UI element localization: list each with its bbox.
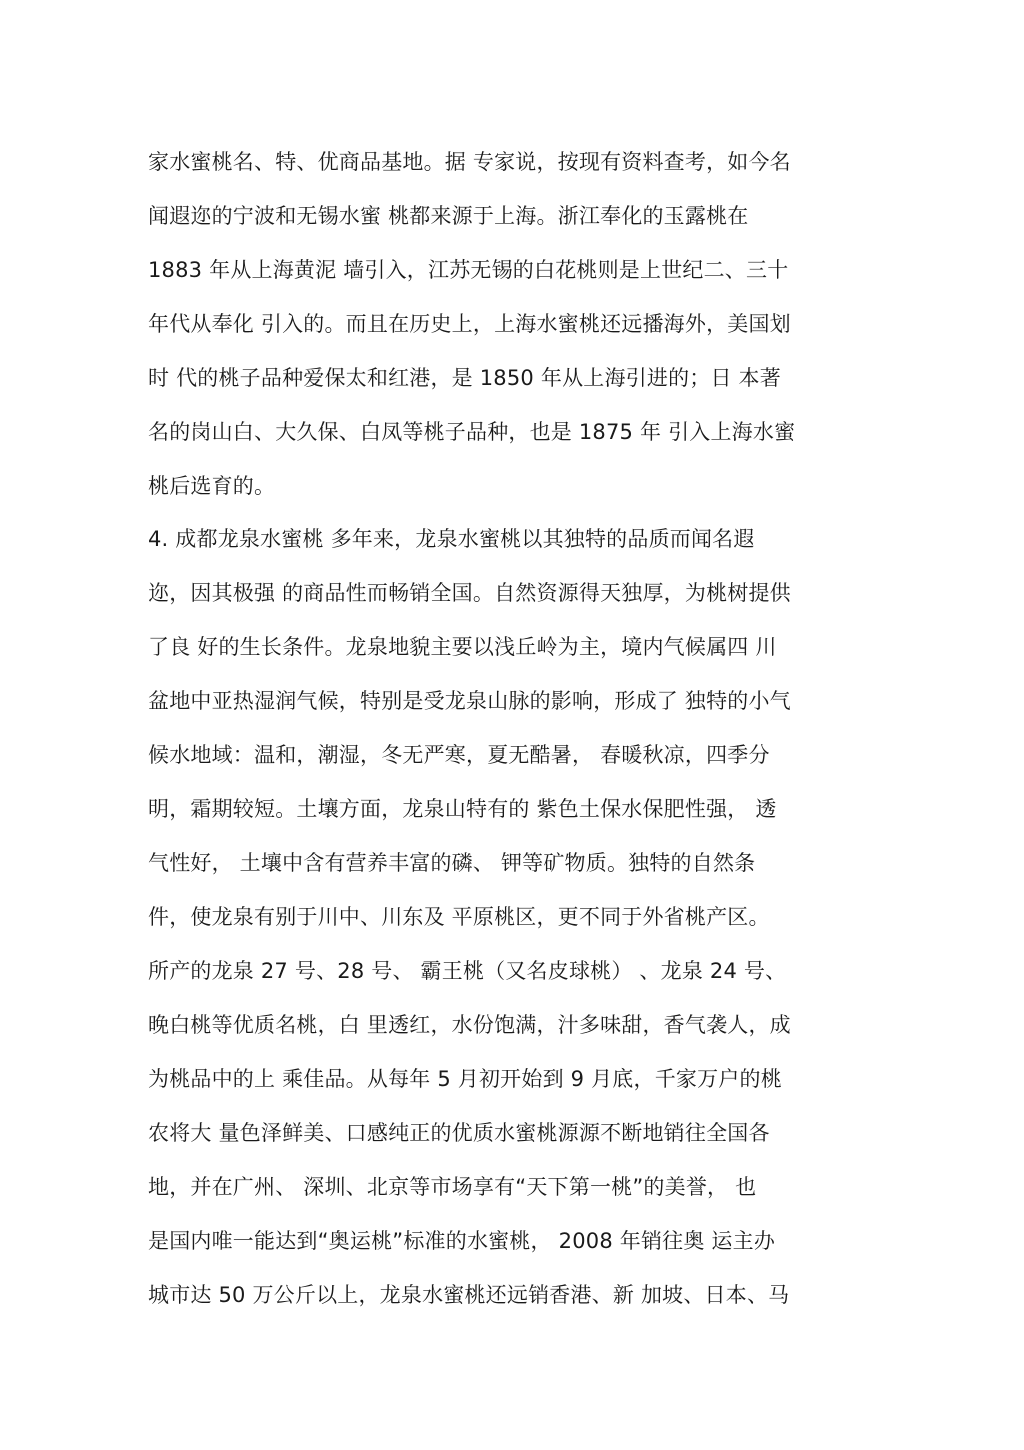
text-line: 1883 年从上海黄泥 墙引入，江苏无锡的白花桃则是上世纪二、三十 (148, 258, 789, 282)
text-line: 件，使龙泉有别于川中、川东及 平原桃区，更不同于外省桃产区。 (148, 905, 770, 929)
section-heading-line: 4. 成都龙泉水蜜桃 多年来，龙泉水蜜桃以其独特的品质而闻名遐 (148, 527, 755, 551)
text-line: 为桃品中的上 乘佳品。从每年 5 月初开始到 9 月底，千家万户的桃 (148, 1067, 782, 1091)
text-line: 时 代的桃子品种爱保太和红港，是 1850 年从上海引进的；日 本著 (148, 366, 781, 390)
text-line: 迩，因其极强 的商品性而畅销全国。自然资源得天独厚，为桃树提供 (148, 581, 791, 605)
text-line: 家水蜜桃名、特、优商品基地。据 专家说，按现有资料查考，如今名 (148, 150, 791, 174)
text-line: 地，并在广州、 深圳、北京等市场享有“天下第一桃”的美誉， 也 (148, 1175, 757, 1199)
text-line: 城市达 50 万公斤以上，龙泉水蜜桃还远销香港、新 加坡、日本、马 (148, 1283, 790, 1307)
text-line: 名的岗山白、大久保、白凤等桃子品种，也是 1875 年 引入上海水蜜 (148, 420, 796, 444)
text-line: 气性好， 土壤中含有营养丰富的磷、 钾等矿物质。独特的自然条 (148, 851, 756, 875)
text-line: 年代从奉化 引入的。而且在历史上，上海水蜜桃还远播海外，美国划 (148, 312, 791, 336)
text-line: 桃后选育的。 (148, 474, 276, 498)
text-line: 闻遐迩的宁波和无锡水蜜 桃都来源于上海。浙江奉化的玉露桃在 (148, 204, 749, 228)
text-line: 农将大 量色泽鲜美、口感纯正的优质水蜜桃源源不断地销往全国各 (148, 1121, 770, 1145)
text-line: 所产的龙泉 27 号、28 号、 霸王桃（又名皮球桃） 、龙泉 24 号、 (148, 959, 787, 983)
text-line: 明，霜期较短。土壤方面，龙泉山特有的 紫色土保水保肥性强， 透 (148, 797, 777, 821)
text-line: 盆地中亚热湿润气候，特别是受龙泉山脉的影响，形成了 独特的小气 (148, 689, 791, 713)
text-line: 是国内唯一能达到“奥运桃”标准的水蜜桃， 2008 年销往奥 运主办 (148, 1229, 776, 1253)
text-line: 候水地域：温和，潮湿，冬无严寒，夏无酷暑， 春暖秋凉，四季分 (148, 743, 770, 767)
text-line: 了良 好的生长条件。龙泉地貌主要以浅丘岭为主，境内气候属四 川 (148, 635, 777, 659)
text-line: 晚白桃等优质名桃，白 里透红，水份饱满，汁多味甜，香气袭人，成 (148, 1013, 791, 1037)
